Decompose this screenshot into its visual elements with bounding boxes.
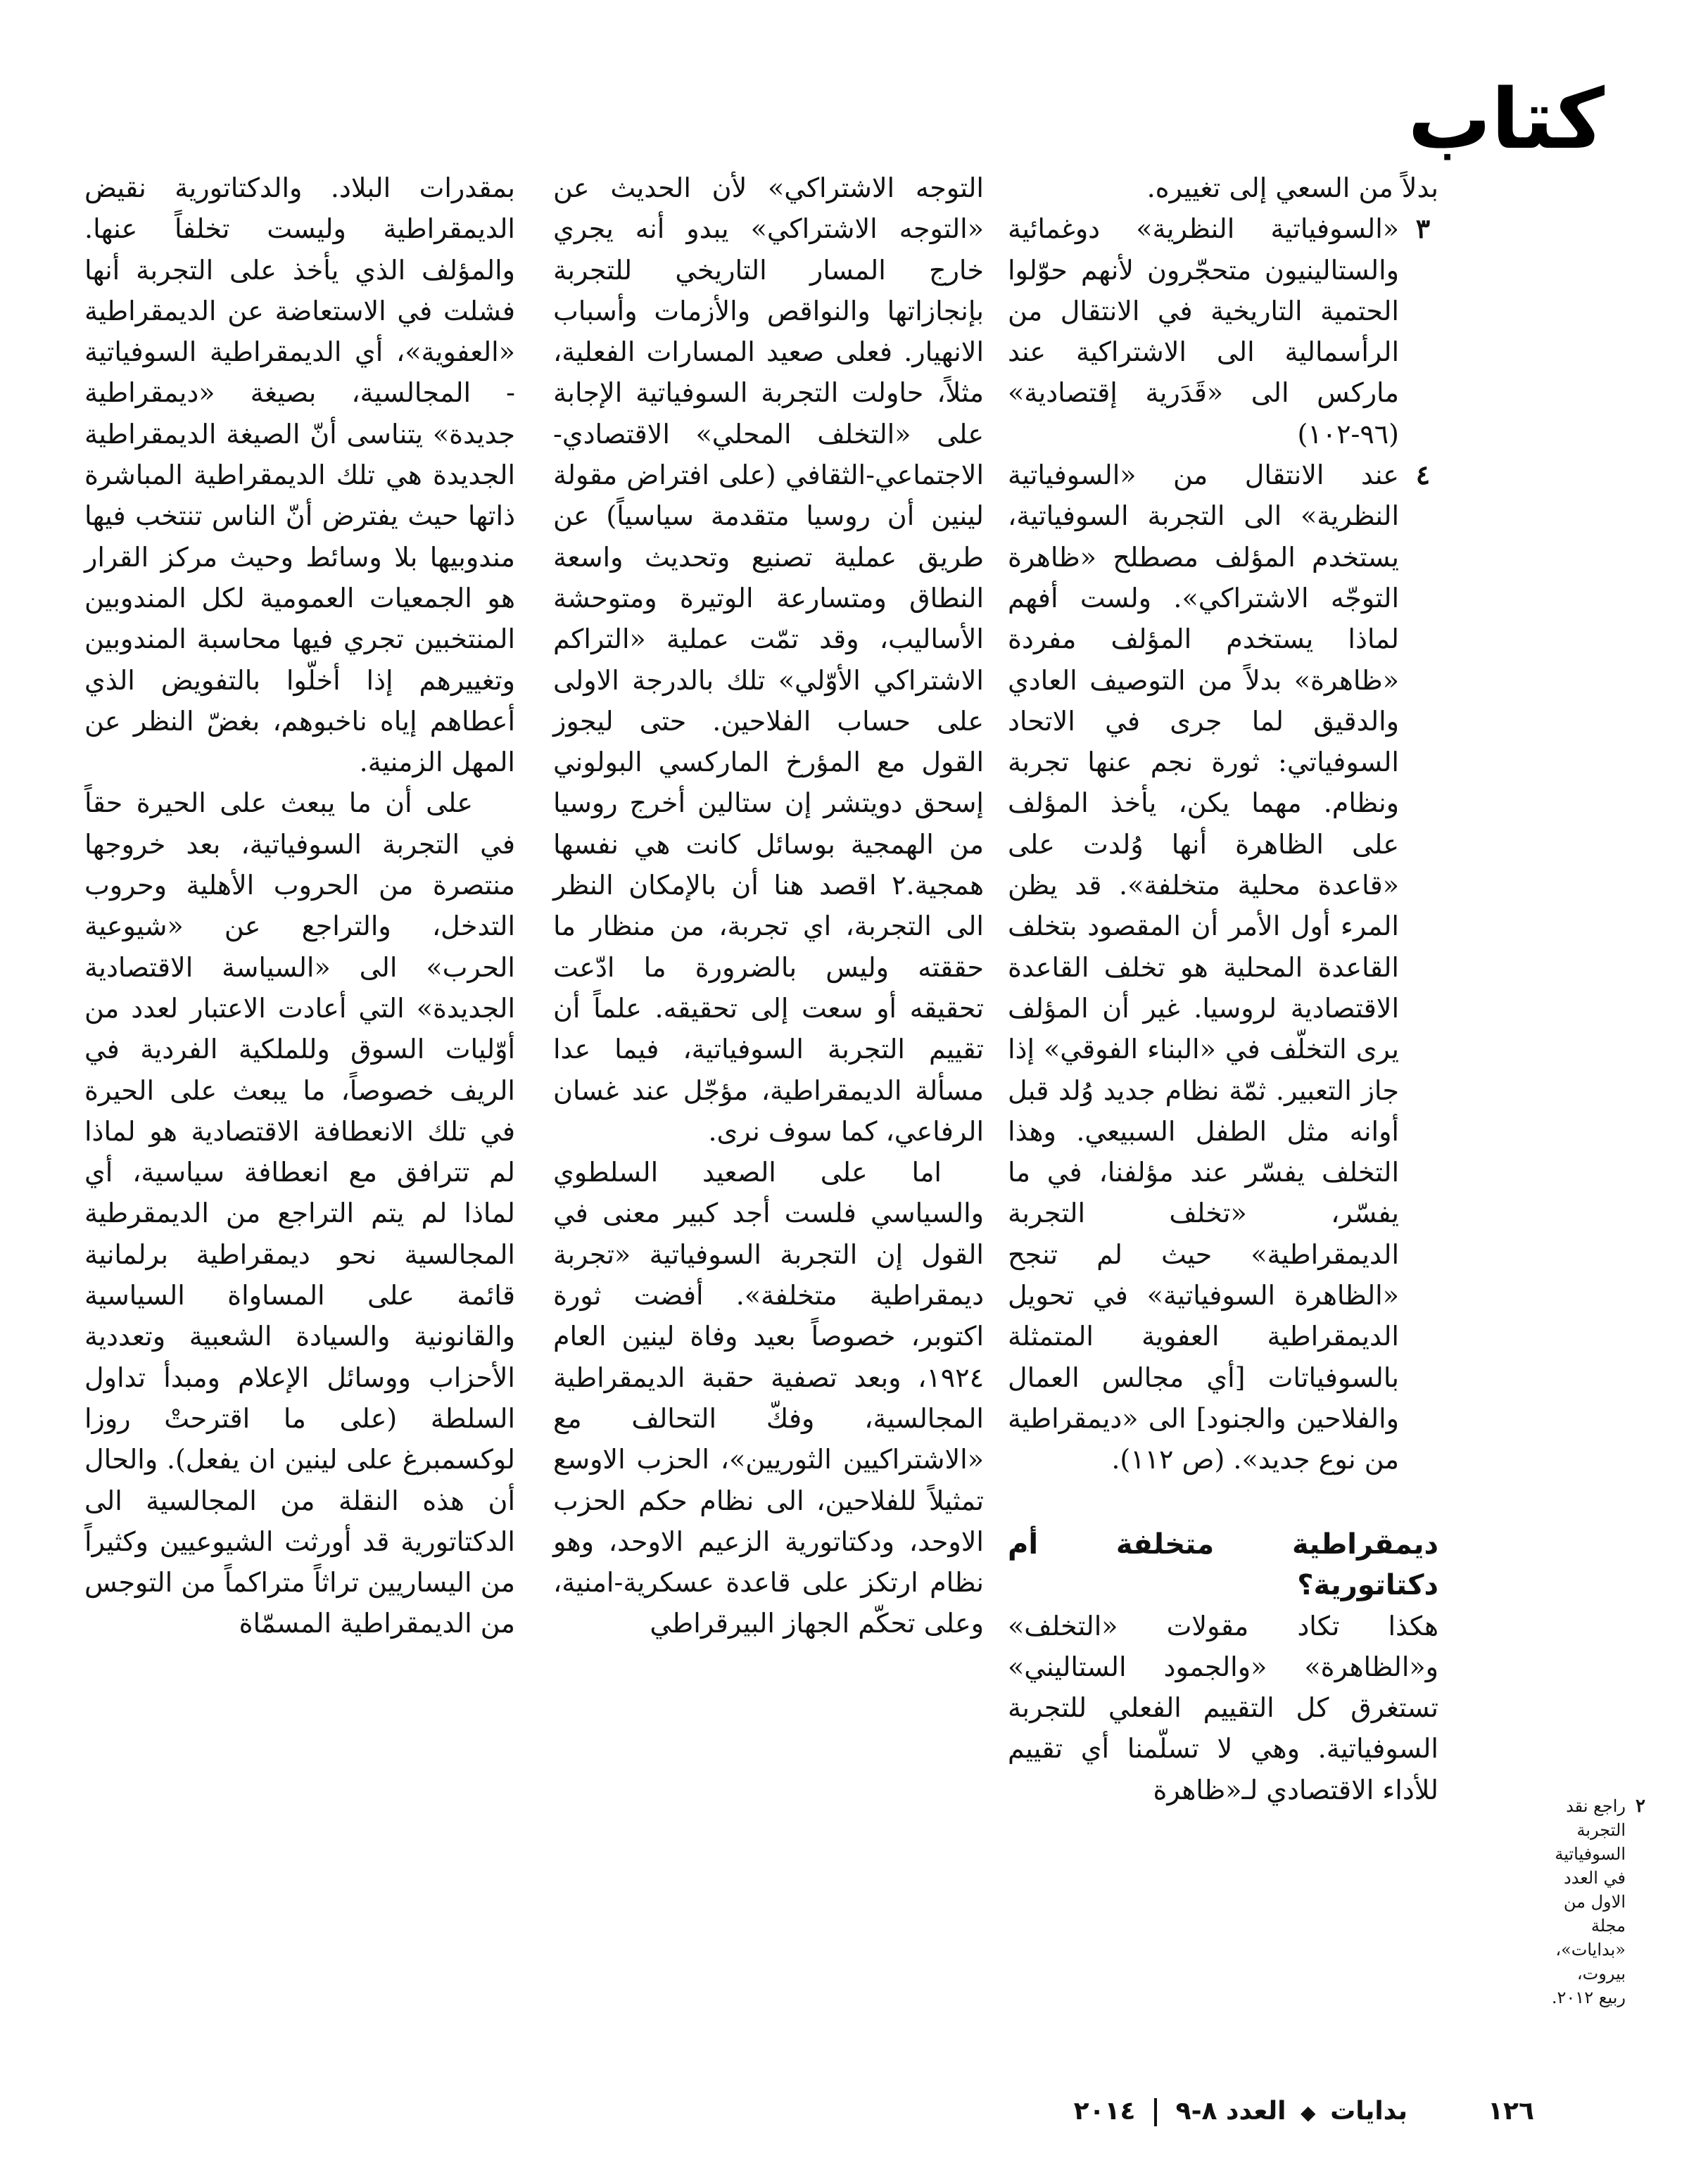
section-label: كتاب (1408, 70, 1605, 167)
item-text: «السوفياتية النظرية» دوغمائية والستالينيون متحجّرون لأنهم حوّلوا الحتمية التاريخية في الانتقال من الرأسمالية الى الاشتراكية عند ماركس الى «قَدَرية إقتصادية» (٩٦-١٠٢) (1008, 213, 1399, 450)
footnote (1548, 1794, 1645, 2010)
column-left (84, 167, 515, 1644)
journal-name: بدايات (1330, 2097, 1408, 2126)
footnote-text: راجع نقد التجربة السوفياتية في العدد الاول من مجلة «بدايات»، بيروت، ربيع ٢٠١٢. (1551, 1796, 1626, 2007)
numbered-item (1008, 455, 1438, 1480)
issue-year: ٢٠١٤ (1073, 2097, 1136, 2126)
paragraph: بمقدرات البلاد. والدكتاتورية نقيض الديمقراطية وليست تخلفاً عنها. والمؤلف الذي يأخذ على التجربة أنها فشلت في الاستعاضة عن الديمقراطية «العفوية»، أي الديمقراطية السوفياتية - المجالسية، بصيغة «ديمقراطية جديدة» يتناسى أنّ الصيغة الديمقراطية الجديدة هي تلك الديمقراطية المباشرة ذاتها حيث يفترض أنّ الناس تنتخب فيها مندوبيها بلا وسائط وحيث مركز القرار هو الجمعيات العمومية لكل المندوبين المنتخبين تجري فيها محاسبة المندوبين وتغييرهم إذا أخلّوا بالتفويض الذي أعطاهم إياه ناخبوهم، بغضّ النظر عن المهل الزمنية. (84, 172, 515, 778)
diamond-icon: ◆ (1301, 2101, 1316, 2124)
divider (1154, 2098, 1157, 2126)
page-number: ١٢٦ (1488, 2097, 1534, 2126)
paragraph: التوجه الاشتراكي» لأن الحديث عن «التوجه الاشتراكي» يبدو أنه يجري خارج المسار التاريخي للتجربة بإنجازاتها والنواقص والأزمات وأسباب الانهيار. فعلى صعيد المسارات الفعلية، مثلاً، حاولت التجربة السوفياتية الإجابة على «التخلف المحلي» الاقتصادي-الاجتماعي-الثقافي (على افتراض مقولة لينين أن روسيا متقدمة سياسياً) عن طريق عملية تصنيع وتحديث واسعة النطاق ومتسارعة الوتيرة ومتوحشة الأساليب، وقد تمّت عملية «التراكم الاشتراكي الأوّلي» تلك بالدرجة الاولى على حساب الفلاحين. حتى ليجوز القول مع المؤرخ الماركسي البولوني إسحق دويتشر إن ستالين أخرج روسيا من الهمجية بوسائل كانت هي نفسها همجية.٢ اقصد هنا أن بالإمكان النظر الى التجربة، اي تجربة، من منظار ما حققته وليس بالضرورة ما ادّعت تحقيقه أو سعت إلى تحقيقه. علماً أن تقييم التجربة السوفياتية، فيما عدا مسألة الديمقراطية، مؤجّل عند غسان الرفاعي، كما سوف نرى. (553, 172, 984, 1147)
item-text: عند الانتقال من «السوفياتية النظرية» الى التجربة السوفياتية، يستخدم المؤلف مصطلح «ظاهرة التوجّه الاشتراكي». ولست أفهم لماذا يستخدم المؤلف مفردة «ظاهرة» بدلاً من التوصيف العادي والدقيق لما جرى في الاتحاد السوفياتي: ثورة نجم عنها تجربة ونظام. مهما يكن، يأخذ المؤلف على الظاهرة أنها وُلدت على «قاعدة محلية متخلفة». قد يظن المرء أول الأمر أن المقصود بتخلف القاعدة المحلية هو تخلف القاعدة الاقتصادية لروسيا. غير أن المؤلف يرى التخلّف في «البناء الفوقي» إذا جاز التعبير. ثمّة نظام جديد وُلد قبل أوانه مثل الطفل السبيعي. وهذا التخلف يفسّر عند مؤلفنا، في ما يفسّر، «تخلف التجربة الديمقراطية» حيث لم تنجح «الظاهرة السوفياتية» في تحويل الديمقراطية العفوية المتمثلة بالسوفياتات [أي مجالس العمال والفلاحين والجنود] الى «ديمقراطية من نوع جديد». (ص ١١٢). (1008, 459, 1399, 1475)
numbered-item (1008, 208, 1438, 455)
paragraph: هكذا تكاد مقولات «التخلف» و«الظاهرة» «والجمود الستاليني» تستغرق كل التقييم الفعلي للتجربة السوفياتية. وهي لا تسلّمنا أي تقييم للأداء الاقتصادي لـ«ظاهرة (1008, 1610, 1438, 1805)
column-right (1008, 167, 1438, 1810)
item-number: ٤ (1415, 459, 1431, 491)
item-number: ٣ (1415, 212, 1431, 245)
subheading: ديمقراطية متخلفة أم دكتاتورية؟ (1008, 1528, 1438, 1601)
paragraph: بدلاً من السعي إلى تغييره. (1146, 172, 1438, 203)
footnote-number: ٢ (1636, 1796, 1645, 1817)
column-middle (553, 167, 984, 1644)
paragraph: اما على الصعيد السلطوي والسياسي فلست أجد كبير معنى في القول إن التجربة السوفياتية «تجربة ديمقراطية متخلفة». أفضت ثورة اكتوبر، خصوصاً بعيد وفاة لينين العام ١٩٢٤، وبعد تصفية حقبة الديمقراطية المجالسية، وفكّ التحالف مع «الاشتراكيين الثوريين»، الحزب الاوسع تمثيلاً للفلاحين، الى نظام حكم الحزب الاوحد، ودكتاتورية الزعيم الاوحد، وهو نظام ارتكز على قاعدة عسكرية-امنية، وعلى تحكّم الجهاز البيرقراطي (553, 1157, 984, 1639)
paragraph: على أن ما يبعث على الحيرة حقاً في التجربة السوفياتية، بعد خروجها منتصرة من الحروب الأهلية وحروب التدخل، والتراجع عن «شيوعية الحرب» الى «السياسة الاقتصادية الجديدة» التي أعادت الاعتبار لعدد من أوّليات السوق وللملكية الفردية في الريف خصوصاً، ما يبعث على الحيرة في تلك الانعطافة الاقتصادية هو لماذا لم تترافق مع انعطافة سياسية، أي لماذا لم يتم التراجع من الديمقرطية المجالسية نحو ديمقراطية برلمانية قائمة على المساواة السياسية والقانونية والسيادة الشعبية وتعددية الأحزاب ووسائل الإعلام ومبدأ تداول السلطة (على ما اقترحتْ روزا لوكسمبرغ على لينين ان يفعل). والحال أن هذه النقلة من المجالسية الى الدكتاتورية قد أورثت الشيوعيين وكثيراً من اليساريين تراثاً متراكماً من التوجس من الديمقراطية المسمّاة (84, 787, 515, 1639)
issue-number: العدد ٨-٩ (1175, 2097, 1286, 2126)
footer-issue-info (1042, 2097, 1408, 2126)
